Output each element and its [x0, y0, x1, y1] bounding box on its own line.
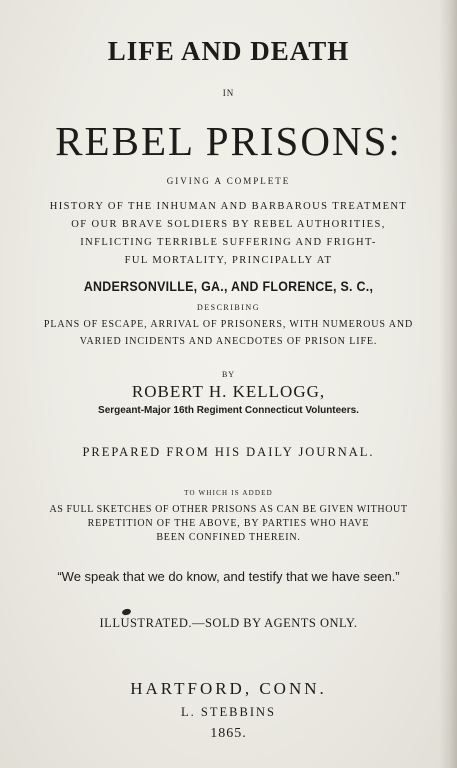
prepared-line: PREPARED FROM HIS DAILY JOURNAL.: [82, 445, 375, 459]
added-line: AS FULL SKETCHES OF OTHER PRISONS AS CAN BE GIVEN WITHOUT: [49, 504, 408, 515]
description-line: INFLICTING TERRIBLE SUFFERING AND FRIGHT-: [80, 237, 377, 248]
title-line-1: LIFE AND DEATH: [107, 36, 350, 66]
illustrated-line: ILLUSTRATED.—SOLD BY AGENTS ONLY.: [99, 616, 358, 630]
author-name: ROBERT H. KELLOGG,: [131, 382, 326, 401]
plans-line: VARIED INCIDENTS AND ANECDOTES OF PRISON LIFE.: [79, 336, 378, 347]
description-line: FUL MORTALITY, PRINCIPALLY AT: [124, 255, 333, 266]
title-line-2: IN: [222, 88, 235, 98]
places-line: ANDERSONVILLE, GA., AND FLORENCE, S. C.,: [83, 279, 374, 294]
title-line-3: REBEL PRISONS:: [55, 118, 402, 164]
added-line: BEEN CONFINED THEREIN.: [156, 532, 301, 543]
imprint-publisher: L. STEBBINS: [181, 705, 276, 719]
added-intro: TO WHICH IS ADDED: [184, 489, 273, 497]
describing-label: DESCRIBING: [196, 303, 260, 312]
description-line: HISTORY OF THE INHUMAN AND BARBAROUS TREATMENT: [49, 201, 408, 212]
plans-line: PLANS OF ESCAPE, ARRIVAL OF PRISONERS, WITH NUMEROUS AND: [43, 319, 414, 330]
added-line: REPETITION OF THE ABOVE, BY PARTIES WHO HAVE: [87, 518, 370, 529]
epigraph-quote: “We speak that we do know, and testify that we have seen.”: [57, 569, 400, 584]
subtitle-intro: GIVING A COMPLETE: [166, 176, 291, 186]
by-label: BY: [221, 370, 236, 379]
description-line: OF OUR BRAVE SOLDIERS BY REBEL AUTHORITIES,: [71, 219, 386, 230]
imprint-city: HARTFORD, CONN.: [130, 679, 327, 698]
ink-blot: [121, 608, 131, 616]
author-rank: Sergeant-Major 16th Regiment Connecticut Volunteers.: [98, 404, 359, 416]
imprint-year: 1865.: [210, 726, 247, 741]
